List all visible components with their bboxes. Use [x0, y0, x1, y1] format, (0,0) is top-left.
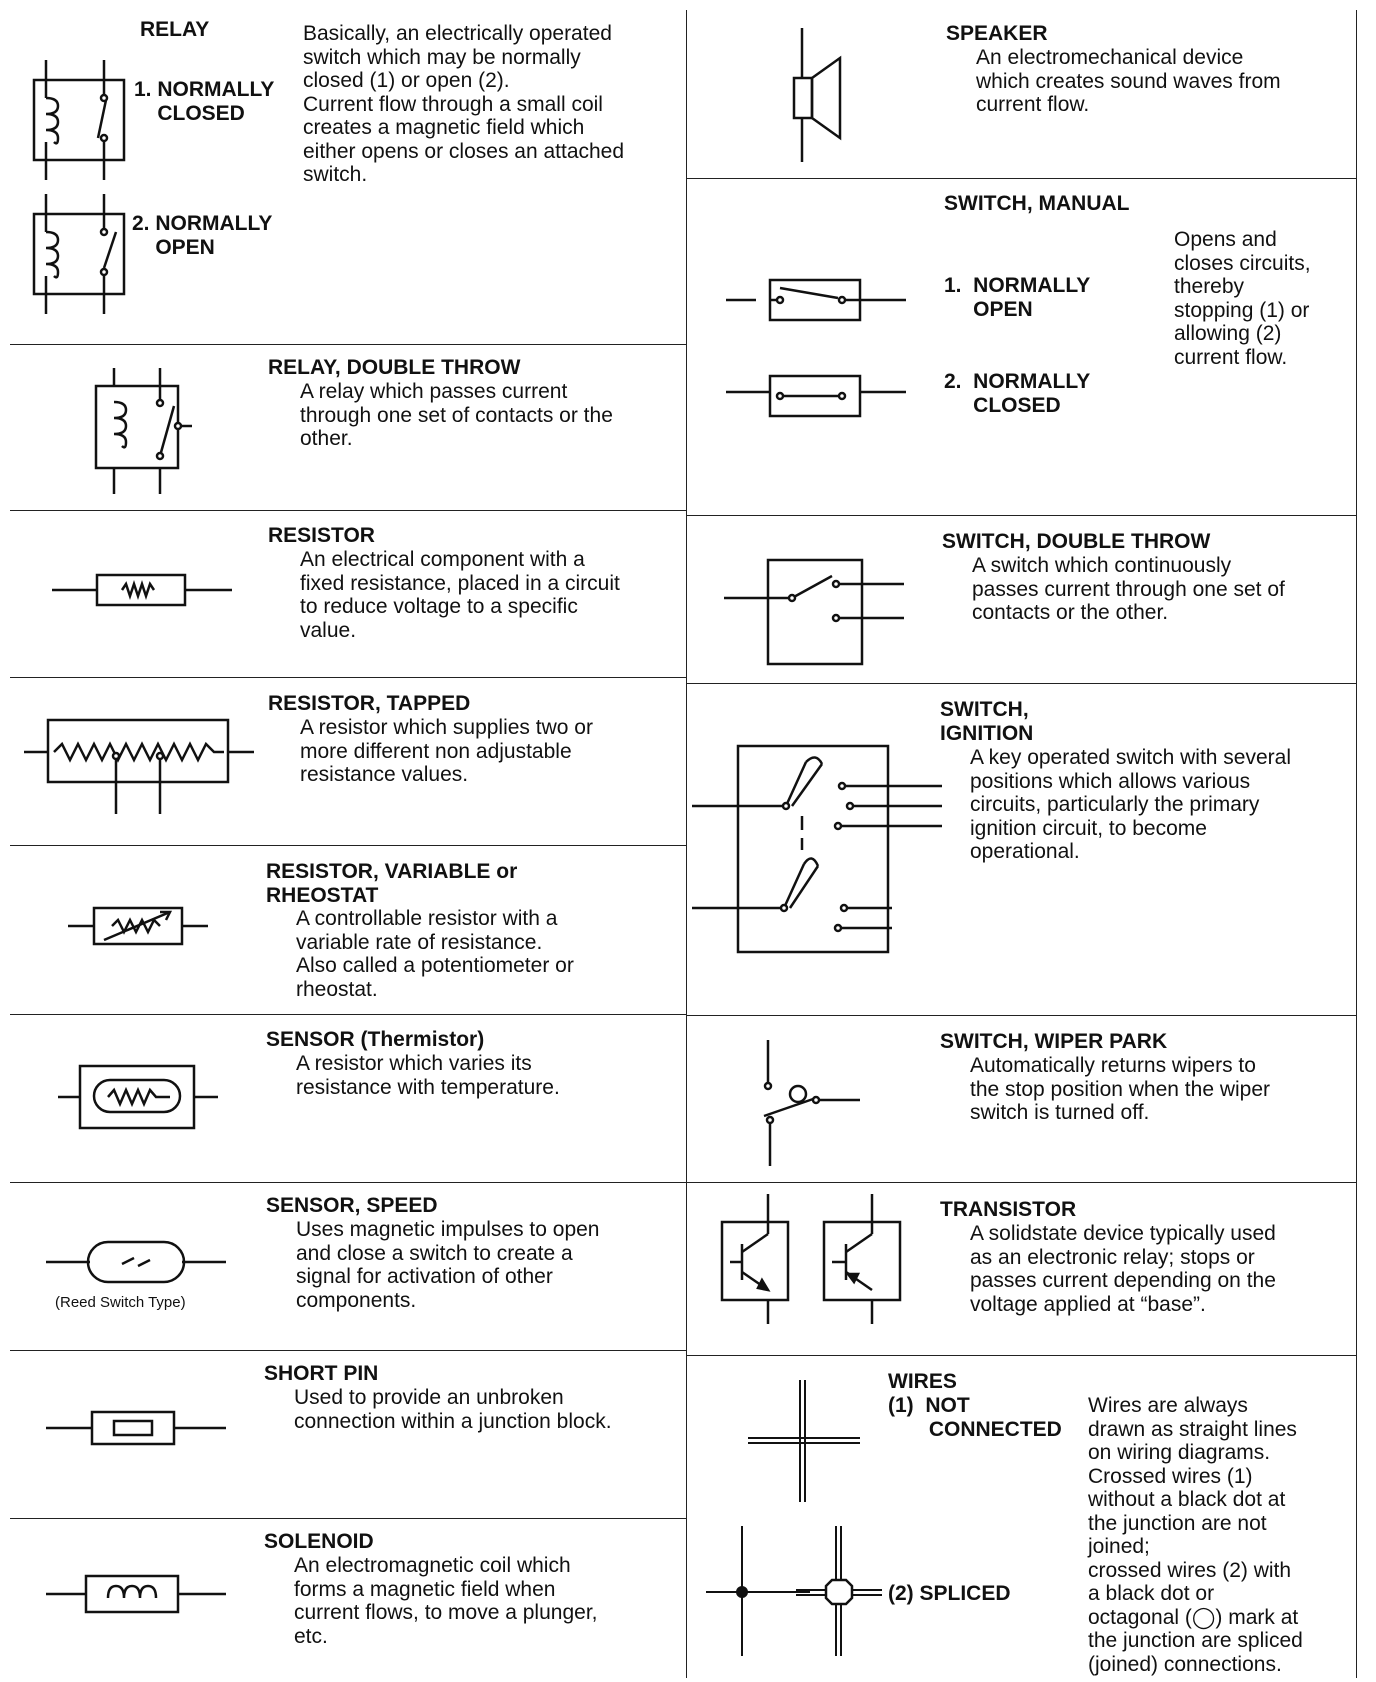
relay-normally-closed-icon — [24, 60, 134, 180]
row-divider — [10, 344, 686, 345]
speaker-icon — [780, 28, 850, 162]
switch-double-throw-description: A switch which continuously passes current through one set of contacts or the other. — [972, 554, 1285, 624]
switch-wiper-park-title: SWITCH, WIPER PARK — [940, 1030, 1168, 1053]
resistor-variable-description: A controllable resistor with a variable rate of resistance. Also called a potentiometer or rheostat. — [296, 907, 574, 1001]
row-divider — [686, 1015, 1356, 1016]
row-divider — [10, 1350, 686, 1351]
row-divider — [10, 1182, 686, 1183]
wires-spliced-label: (2) SPLICED — [888, 1582, 1011, 1605]
relay-double-throw-title: RELAY, DOUBLE THROW — [268, 356, 521, 379]
resistor-tapped-description: A resistor which supplies two or more different non adjustable resistance values. — [300, 716, 593, 786]
switch-manual-normally-open-label: 1. NORMALLY OPEN — [944, 274, 1091, 321]
wires-spliced-dot-icon — [706, 1526, 810, 1656]
relay-normally-open-label: 2. NORMALLY OPEN — [132, 212, 273, 259]
row-divider — [686, 515, 1356, 516]
relay-double-throw-description: A relay which passes current through one set of contacts or the other. — [300, 380, 613, 450]
double-throw-switch-icon — [724, 556, 904, 668]
solenoid-description: An electromagnetic coil which forms a magnetic field when current flows, to move a plunger, etc. — [294, 1554, 598, 1648]
resistor-tapped-title: RESISTOR, TAPPED — [268, 692, 471, 715]
resistor-description: An electrical component with a fixed resistance, placed in a circuit to reduce voltage to a specific value. — [300, 548, 620, 642]
row-divider — [686, 1182, 1356, 1183]
switch-ignition-title: SWITCH, IGNITION — [940, 698, 1034, 745]
relay-normally-closed-label: 1. NORMALLY CLOSED — [134, 78, 275, 125]
transistor-pnp-icon — [822, 1194, 902, 1324]
wires-title: WIRES — [888, 1370, 957, 1393]
wiper-park-switch-icon — [756, 1040, 866, 1166]
speaker-title: SPEAKER — [946, 22, 1048, 45]
switch-ignition-description: A key operated switch with several positions which allows various circuits, particularly the primary ignition circuit, to become operational. — [970, 746, 1291, 863]
ignition-switch-icon — [692, 746, 942, 952]
short-pin-description: Used to provide an unbroken connection within a junction block. — [294, 1386, 612, 1433]
sensor-speed-description: Uses magnetic impulses to open and close a switch to create a signal for activation of other components. — [296, 1218, 600, 1312]
manual-switch-normally-open-icon — [726, 276, 906, 322]
relay-double-throw-icon — [88, 368, 198, 494]
transistor-npn-icon — [720, 1194, 800, 1324]
short-pin-title: SHORT PIN — [264, 1362, 379, 1385]
sensor-thermistor-description: A resistor which varies its resistance with temperature. — [296, 1052, 560, 1099]
sensor-thermistor-title: SENSOR (Thermistor) — [266, 1028, 485, 1051]
thermistor-icon — [58, 1064, 218, 1130]
speaker-description: An electromechanical device which creates sound waves from current flow. — [976, 46, 1281, 116]
row-divider — [686, 1355, 1356, 1356]
row-divider — [10, 510, 686, 511]
solenoid-title: SOLENOID — [264, 1530, 374, 1553]
wires-description: Wires are always drawn as straight lines on wiring diagrams. Crossed wires (1) without a black dot at the junction are not joined; crossed wires (2) with a black dot or octagonal (◯) mark at the junction are spliced (joined) connections. — [1088, 1394, 1303, 1676]
column-divider — [686, 10, 687, 1678]
resistor-title: RESISTOR — [268, 524, 375, 547]
wires-not-connected-label: (1) NOT CONNECTED — [888, 1394, 1062, 1441]
reed-switch-sensor-icon — [46, 1238, 226, 1284]
switch-double-throw-title: SWITCH, DOUBLE THROW — [942, 530, 1211, 553]
transistor-description: A solidstate device typically used as an electronic relay; stops or passes current depending on the voltage applied at “base”. — [970, 1222, 1276, 1316]
row-divider — [686, 178, 1356, 179]
switch-wiper-park-description: Automatically returns wipers to the stop position when the wiper switch is turned off. — [970, 1054, 1271, 1124]
row-divider — [10, 1014, 686, 1015]
transistor-title: TRANSISTOR — [940, 1198, 1077, 1221]
solenoid-icon — [46, 1572, 226, 1616]
wires-spliced-octagonal-icon — [796, 1526, 882, 1656]
relay-description: Basically, an electrically operated switch which may be normally closed (1) or open (2). Current flow through a small coil creates a magnetic field which either opens or closes an attached switch. — [303, 22, 625, 186]
resistor-tapped-icon — [24, 716, 254, 814]
row-divider — [10, 1518, 686, 1519]
relay-title: RELAY — [140, 18, 210, 41]
sensor-speed-title: SENSOR, SPEED — [266, 1194, 438, 1217]
switch-manual-normally-closed-label: 2. NORMALLY CLOSED — [944, 370, 1091, 417]
switch-manual-title: SWITCH, MANUAL — [944, 192, 1130, 215]
resistor-variable-title: RESISTOR, VARIABLE or RHEOSTAT — [266, 860, 518, 907]
row-divider — [686, 683, 1356, 684]
row-divider — [10, 677, 686, 678]
resistor-icon — [52, 570, 232, 610]
short-pin-icon — [46, 1408, 226, 1448]
switch-manual-description: Opens and closes circuits, thereby stopping (1) or allowing (2) current flow. — [1174, 228, 1311, 369]
relay-normally-open-icon — [24, 194, 134, 314]
right-border — [1356, 10, 1357, 1678]
manual-switch-normally-closed-icon — [726, 372, 906, 418]
rheostat-icon — [68, 904, 208, 948]
row-divider — [10, 845, 686, 846]
reed-switch-caption: (Reed Switch Type) — [55, 1294, 186, 1311]
wires-not-connected-icon — [748, 1380, 860, 1502]
